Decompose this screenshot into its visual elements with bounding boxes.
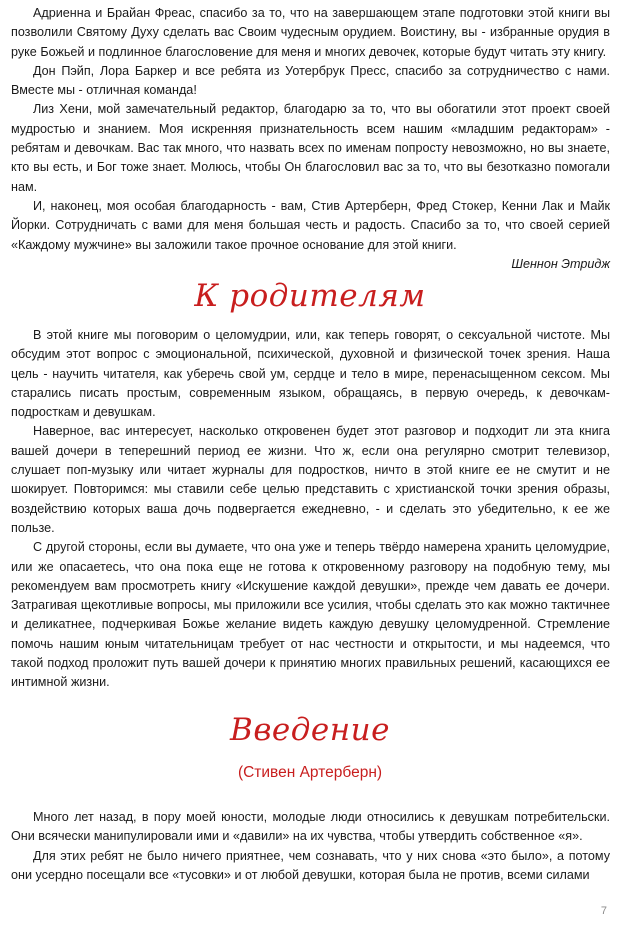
section-subheading-author: (Стивен Артерберн)	[237, 764, 383, 781]
paragraph: Лиз Хени, мой замечательный редактор, благодарю за то, что вы обогатили этот проект своей мудростью и знанием. Моя искренняя признательность всем нашим «младшим редакторам» - ребятам и девочкам. Вас так много, что назвать всех по именам попросту невозможно, но вы знаете, кто вы есть, и Бог тоже знает. Молюсь, чтобы Он благословил вас за то, что вы безотказно помогали нам.	[11, 102, 610, 194]
introduction-section	[11, 808, 610, 885]
section-heading-parents: К родителям	[194, 278, 426, 314]
paragraph: Дон Пэйп, Лора Баркер и все ребята из Уотербрук Пресс, спасибо за сотрудничество с нами. Вместе мы - отличная команда!	[11, 63, 610, 98]
paragraph: Наверное, вас интересует, насколько откровенен будет этот разговор и подходит ли эта книга вашей дочери в теперешний период ее жизни. Что ж, если она регулярно смотрит телевизор, слушает поп-музыку или читает журналы для подростков, ничто в этой книге ее не смутит и не шокирует. Повторимся: мы ставили себе целью представить с христианской точки зрения образы, воздействию которых ваша дочь подвергается ежедневно, - и сделать это убедительно, к ее же пользе.	[11, 424, 610, 535]
acknowledgments-section	[11, 4, 610, 274]
paragraph: И, наконец, моя особая благодарность - вам, Стив Артерберн, Фред Стокер, Кенни Лак и Майк Йорки. Сотрудничать с вами для меня большая честь и радость. Спасибо за то, что своей серией «Каждому мужчине» вы заложили такое прочное основание для этой книги.	[11, 198, 610, 252]
paragraph: В этой книге мы поговорим о целомудрии, или, как теперь говорят, о сексуальной чистоте. Мы обсудим этот вопрос с эмоциональной, психической, духовной и физической точек зрения. Наша цель - научить читателя, как уберечь свой ум, сердце и тело в мире, перенасыщенном сексом. Мы старались писать простым, современным языком, обращаясь, в первую очередь, к девочкам-подросткам и девушкам.	[11, 328, 610, 420]
paragraph: С другой стороны, если вы думаете, что она уже и теперь твёрдо намерена хранить целомудрие, или же опасаетесь, что она пока еще не готова к откровенному разговору на подобную тему, мы рекомендуем вам просмотреть книгу «Искушение каждой девушки», прежде чем давать ее дочери. Затрагивая щекотливые вопросы, мы приложили все усилия, чтобы сделать это как можно тактичнее и деликатнее, подчеркивая Божье желание видеть каждую девушку целомудренной. Стремление помочь нашим юным читательницам требует от нас честности и открытости, и мы надеемся, что такой подход проложит путь вашей дочери к принятию многих правильных решений, касающихся ее интимной жизни.	[11, 540, 610, 690]
paragraph: Много лет назад, в пору моей юности, молодые люди относились к девушкам потребительски. Они всячески манипулировали ими и «давили» на их чувства, чтобы утвердить собственное «я».	[11, 810, 610, 844]
section-heading-introduction: Введение	[230, 712, 390, 748]
paragraph: Для этих ребят не было ничего приятнее, чем сознавать, что у них снова «это было», а потому они усердно посещали все «тусовки» и от любой девушки, которая была не против, всеми силами	[11, 848, 610, 882]
signature: Шеннон Этридж	[511, 256, 610, 271]
paragraph: Адриенна и Брайан Фреас, спасибо за то, что на завершающем этапе подготовки этой книги вы позволили Святому Духу сделать вас Своим чудесным орудием. Воистину, вы - избранные орудия в руке Божьей и подлинное благословение для меня и многих девочек, которые будут читать эту книгу.	[11, 6, 610, 59]
page-number: 7	[600, 905, 607, 917]
parents-section	[11, 326, 610, 693]
